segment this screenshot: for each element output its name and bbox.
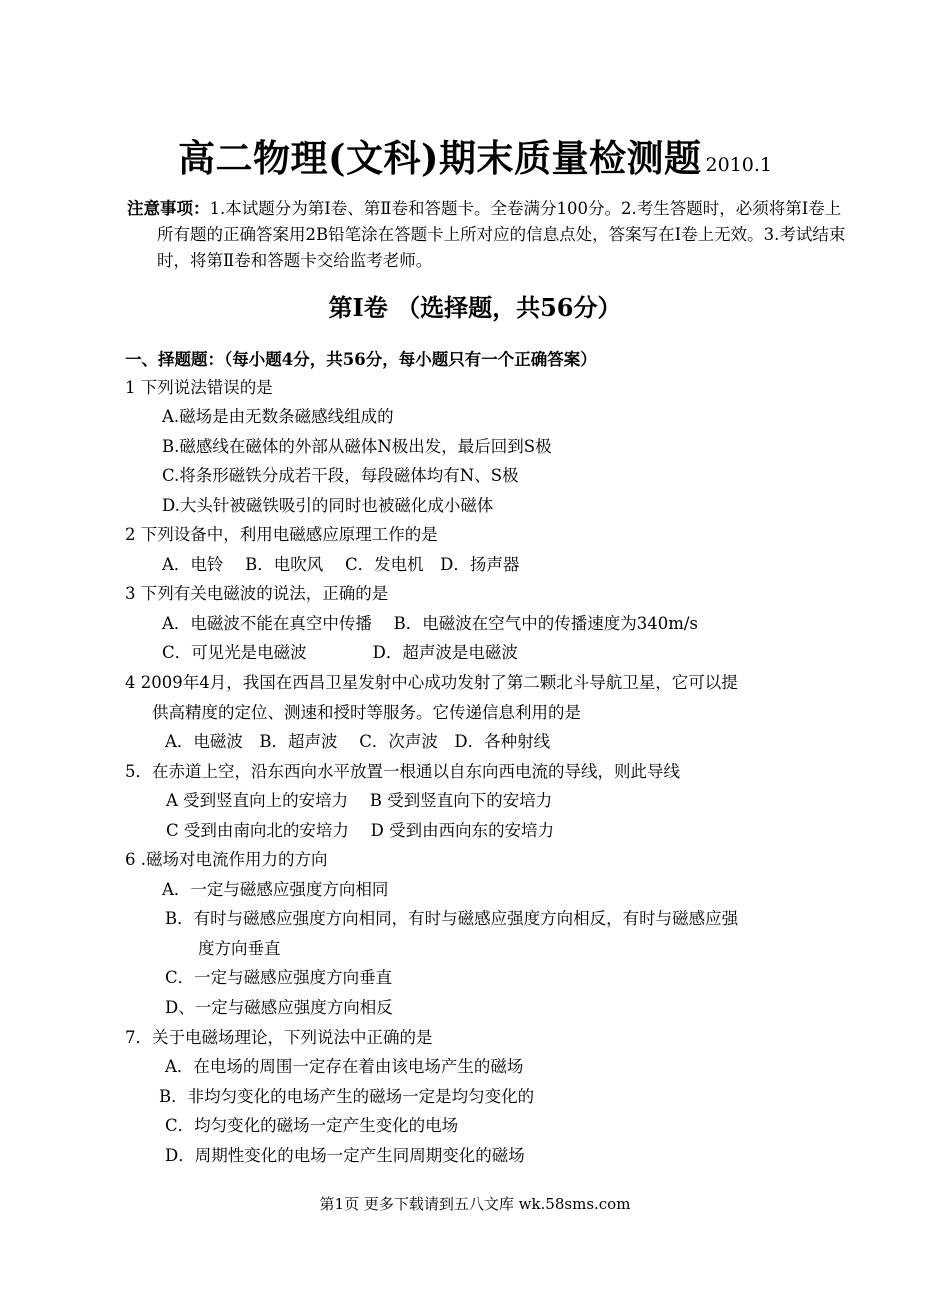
q5-options-row1: A 受到竖直向上的安培力 B 受到竖直向下的安培力: [166, 791, 553, 810]
q2-options: A．电铃 B．电吹风 C．发电机 D．扬声器: [162, 555, 520, 574]
q5-stem: 5．在赤道上空，沿东西向水平放置一根通以自东向西电流的导线，则此导线: [125, 762, 680, 781]
page-footer: 第1页 更多下载请到五八文库 wk.58sms.com: [319, 1195, 631, 1213]
q6-stem: 6 .磁场对电流作用力的方向: [125, 850, 328, 869]
q7-option-d: D．周期性变化的电场一定产生同周期变化的磁场: [165, 1146, 525, 1165]
q6-option-a: A．一定与磁感应强度方向相同: [162, 880, 389, 899]
title-main: 高二物理(文科)期末质量检测题: [178, 136, 702, 180]
q7-option-c: C．均匀变化的磁场一定产生变化的电场: [165, 1116, 459, 1135]
notice-text: 1.本试题分为第Ⅰ卷、第Ⅱ卷和答题卡。全卷满分100分。2.考生答题时，必须将第Ⅰ卷上所有题的正确答案用2B铅笔涂在答题卡上所对应的信息点处，答案写在Ⅰ卷上无效。3.考试结束时，将第Ⅱ卷和答题卡交给监考老师。: [157, 199, 846, 270]
notice-label: 注意事项：: [127, 199, 210, 218]
q4-options: A．电磁波 B．超声波 C．次声波 D．各种射线: [165, 732, 551, 751]
q3-options-row2: C．可见光是电磁波 D．超声波是电磁波: [162, 643, 518, 662]
document-title: [0, 128, 950, 182]
q7-option-a: A．在电场的周围一定存在着由该电场产生的磁场: [165, 1057, 524, 1076]
q6-option-c: C．一定与磁感应强度方向垂直: [165, 968, 393, 987]
q3-stem: 3 下列有关电磁波的说法，正确的是: [125, 584, 389, 603]
q2-stem: 2 下列设备中，利用电磁感应原理工作的是: [125, 525, 438, 544]
part-heading: 一、择题题：（每小题4分，共56分，每小题只有一个正确答案）: [125, 350, 597, 369]
notice-paragraph: [127, 196, 857, 274]
q1-stem: 1 下列说法错误的是: [125, 378, 273, 397]
q6-option-d: D、一定与磁感应强度方向相反: [165, 998, 393, 1017]
q6-option-b-line1: B．有时与磁感应强度方向相同，有时与磁感应强度方向相反，有时与磁感应强: [165, 909, 739, 928]
q1-option-d: D.大头针被磁铁吸引的同时也被磁化成小磁体: [162, 496, 494, 515]
title-year: 2010.1: [705, 154, 772, 176]
q1-option-b: B.磁感线在磁体的外部从磁体N极出发，最后回到S极: [162, 437, 552, 456]
q7-stem: 7．关于电磁场理论，下列说法中正确的是: [125, 1028, 433, 1047]
q3-options-row1: A．电磁波不能在真空中传播 B．电磁波在空气中的传播速度为340m/s: [162, 614, 698, 633]
q1-option-a: A.磁场是由无数条磁感线组成的: [162, 407, 394, 426]
q7-option-b: B．非均匀变化的电场产生的磁场一定是均匀变化的: [159, 1087, 535, 1106]
q1-option-c: C.将条形磁铁分成若干段，每段磁体均有N、S极: [162, 466, 519, 485]
q6-option-b-line2: 度方向垂直: [198, 939, 281, 958]
q5-options-row2: C 受到由南向北的安培力 D 受到由西向东的安培力: [166, 821, 555, 840]
section-title: 第Ⅰ卷 （选择题，共56分）: [328, 293, 622, 322]
q4-stem-line1: 4 2009年4月，我国在西昌卫星发射中心成功发射了第二颗北斗导航卫星，它可以提: [125, 673, 738, 692]
q4-stem-line2: 供高精度的定位、测速和授时等服务。它传递信息利用的是: [152, 703, 581, 722]
